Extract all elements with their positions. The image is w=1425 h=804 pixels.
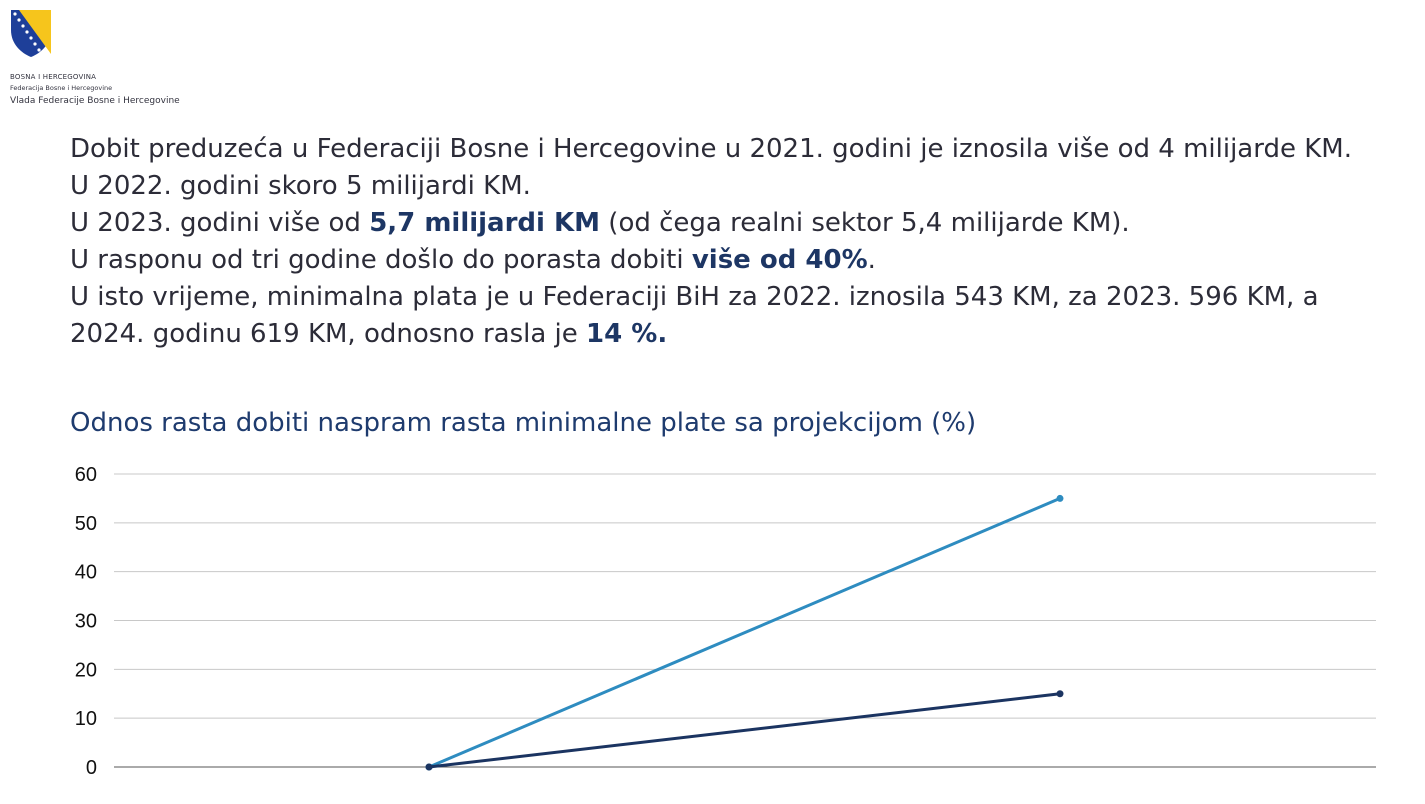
line-chart xyxy=(0,455,1425,800)
highlight-40-percent: više od 40% xyxy=(691,245,868,275)
y-tick-label-20: 20 xyxy=(74,659,97,682)
chart-title: Odnos rasta dobiti naspram rasta minimalne plate sa projekcijom (%) xyxy=(70,408,977,438)
y-tick-label-50: 50 xyxy=(74,512,97,535)
y-tick-label-60: 60 xyxy=(74,464,97,486)
paragraph-2022: U 2022. godini skoro 5 milijardi KM. xyxy=(70,171,531,201)
y-tick-label-30: 30 xyxy=(74,610,97,633)
series-line-1 xyxy=(429,498,1060,767)
paragraph-growth: U rasponu od tri godine došlo do porasta dobiti više od 40%. xyxy=(70,245,876,275)
government-header xyxy=(10,72,180,108)
highlight-14-percent: 14 %. xyxy=(586,319,668,349)
paragraph-2023: U 2023. godini više od 5,7 milijardi KM (od čega realni sektor 5,4 milijarde KM). xyxy=(70,208,1130,238)
highlight-5-7-billion: 5,7 milijardi KM xyxy=(369,208,601,238)
government-name: Vlada Federacije Bosne i Hercegovine xyxy=(10,96,180,106)
series-2-point-1 xyxy=(426,764,433,771)
paragraph-minimum-wage: U isto vrijeme, minimalna plata je u Federaciji BiH za 2022. iznosila 543 KM, za 2023. 596 KM, a 2024. godinu 619 KM, odnosno rasla je 14 %. xyxy=(70,282,1319,349)
federation-name: Federacija Bosne i Hercegovine xyxy=(10,84,113,92)
paragraph-2021: Dobit preduzeća u Federaciji Bosne i Hercegovine u 2021. godini je iznosila više od 4 milijarde KM. xyxy=(70,134,1352,164)
chart-series xyxy=(426,495,1064,771)
y-tick-label-0: 0 xyxy=(85,757,97,779)
country-name: BOSNA I HERCEGOVINA xyxy=(10,73,97,81)
series-1-point-2 xyxy=(1057,495,1064,502)
y-tick-label-10: 10 xyxy=(74,708,97,731)
chart-grid xyxy=(114,474,1376,767)
y-tick-label-40: 40 xyxy=(74,561,97,584)
series-line-2 xyxy=(429,694,1060,767)
series-2-point-2 xyxy=(1057,690,1064,697)
summary-text xyxy=(70,131,1370,353)
coat-of-arms-icon xyxy=(9,8,53,58)
y-axis-ticks xyxy=(75,464,97,779)
